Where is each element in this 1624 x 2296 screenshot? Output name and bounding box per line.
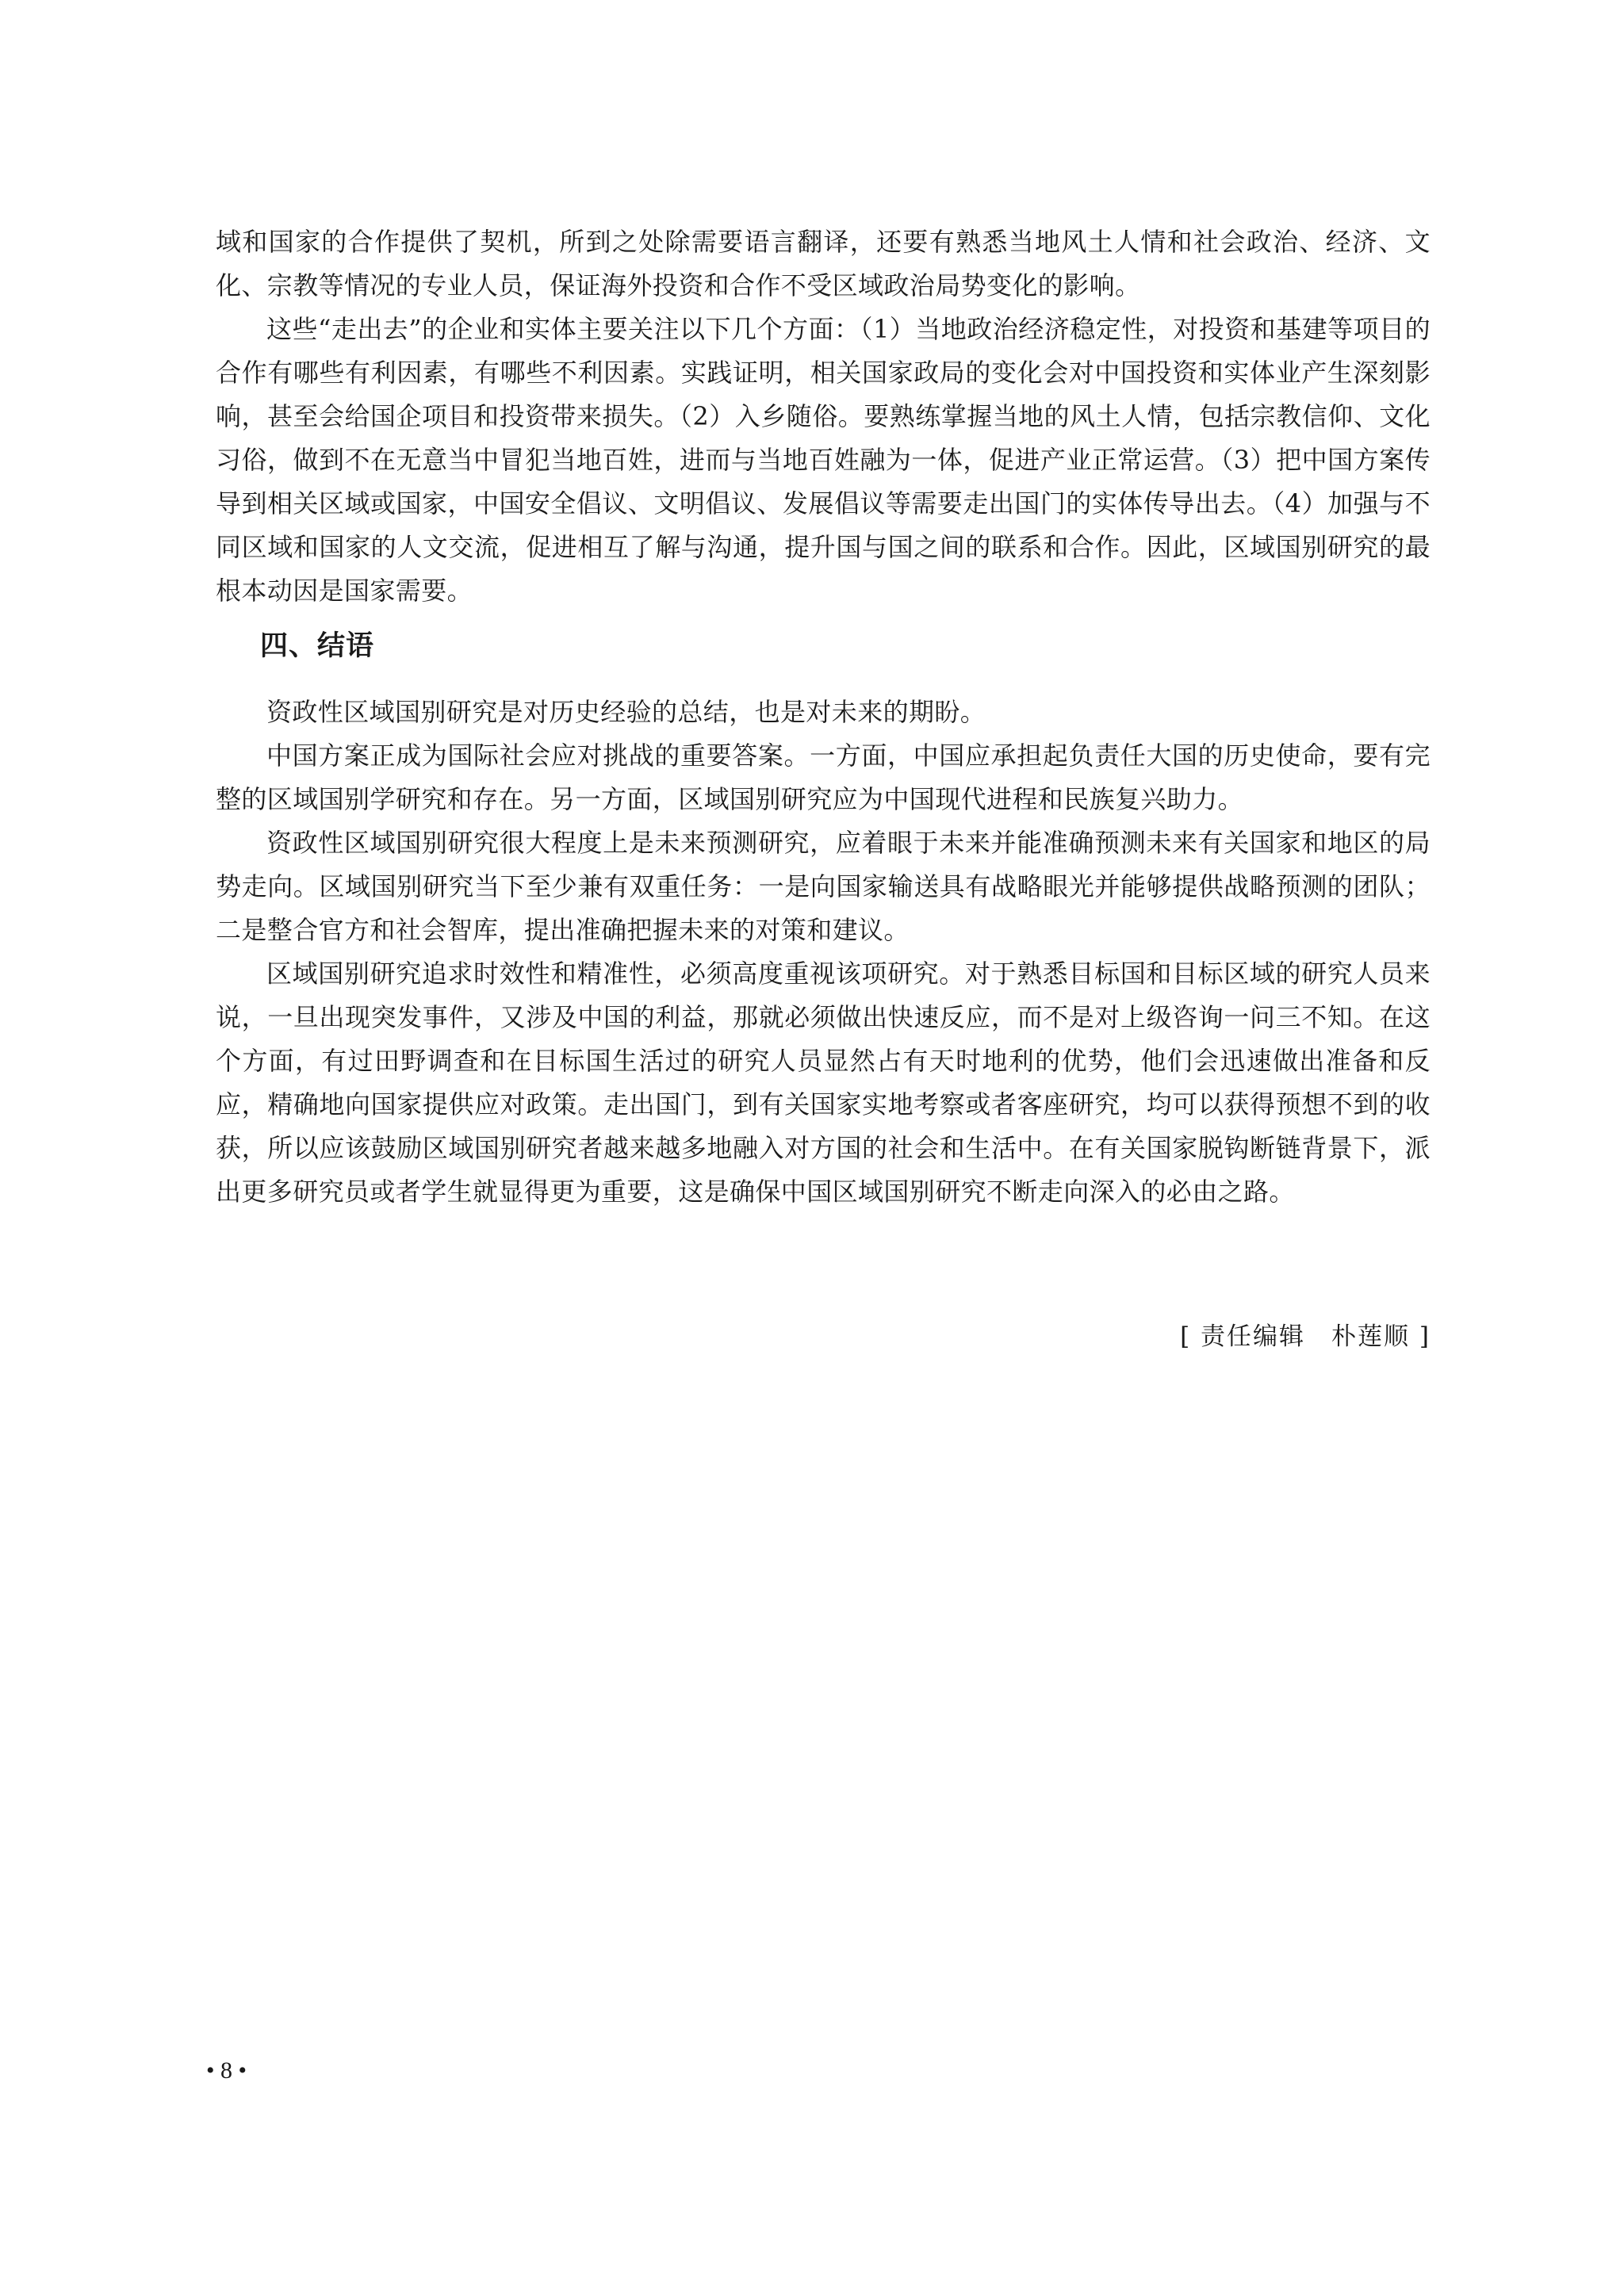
- editor-credit: [ 责任编辑 朴莲顺 ]: [1180, 1322, 1431, 1351]
- paragraph-conclusion-4: 区域国别研究追求时效性和精准性，必须高度重视该项研究。对于熟悉目标国和目标区域的研究人员来说，一旦出现突发事件，又涉及中国的利益，那就必须做出快速反应，而不是对上级咨询一问三不知。在这个方面，有过田野调查和在目标国生活过的研究人员显然占有天时地利的优势，他们会迅速做出准备和反应，精确地向国家提供应对政策。走出国门，到有关国家实地考察或者客座研究，均可以获得预想不到的收获，所以应该鼓励区域国别研究者越来越多地融入对方国的社会和生活中。在有关国家脱钩断链背景下，派出更多研究员或者学生就显得更为重要，这是确保中国区域国别研究不断走向深入的必由之路。: [216, 959, 1431, 1207]
- paragraph-conclusion-1: 资政性区域国别研究是对历史经验的总结，也是对未来的期盼。: [266, 697, 986, 727]
- paragraph-conclusion-2: 中国方案正成为国际社会应对挑战的重要答案。一方面，中国应承担起负责任大国的历史使命，要有完整的区域国别学研究和存在。另一方面，区域国别研究应为中国现代进程和民族复兴助力。: [216, 740, 1431, 814]
- page-number: • 8 •: [206, 2057, 247, 2084]
- article-body: [216, 220, 1431, 1214]
- section-heading-conclusion: 四、结语: [260, 630, 375, 662]
- paragraph-conclusion-3: 资政性区域国别研究很大程度上是未来预测研究，应着眼于未来并能准确预测未来有关国家和地区的局势走向。区域国别研究当下至少兼有双重任务：一是向国家输送具有战略眼光并能够提供战略预测的团队；二是整合官方和社会智库，提出准确把握未来的对策和建议。: [216, 828, 1431, 945]
- paragraph-continued: 域和国家的合作提供了契机，所到之处除需要语言翻译，还要有熟悉当地风土人情和社会政治、经济、文化、宗教等情况的专业人员，保证海外投资和合作不受区域政治局势变化的影响。: [216, 227, 1431, 300]
- paragraph-going-out-concerns: 这些“走出去”的企业和实体主要关注以下几个方面：（1）当地政治经济稳定性，对投资和基建等项目的合作有哪些有利因素，有哪些不利因素。实践证明，相关国家政局的变化会对中国投资和实体业产生深刻影响，甚至会给国企项目和投资带来损失。（2）入乡随俗。要熟练掌握当地的风土人情，包括宗教信仰、文化习俗，做到不在无意当中冒犯当地百姓，进而与当地百姓融为一体，促进产业正常运营。（3）把中国方案传导到相关区域或国家，中国安全倡议、文明倡议、发展倡议等需要走出国门的实体传导出去。（4）加强与不同区域和国家的人文交流，促进相互了解与沟通，提升国与国之间的联系和合作。因此，区域国别研究的最根本动因是国家需要。: [216, 314, 1431, 606]
